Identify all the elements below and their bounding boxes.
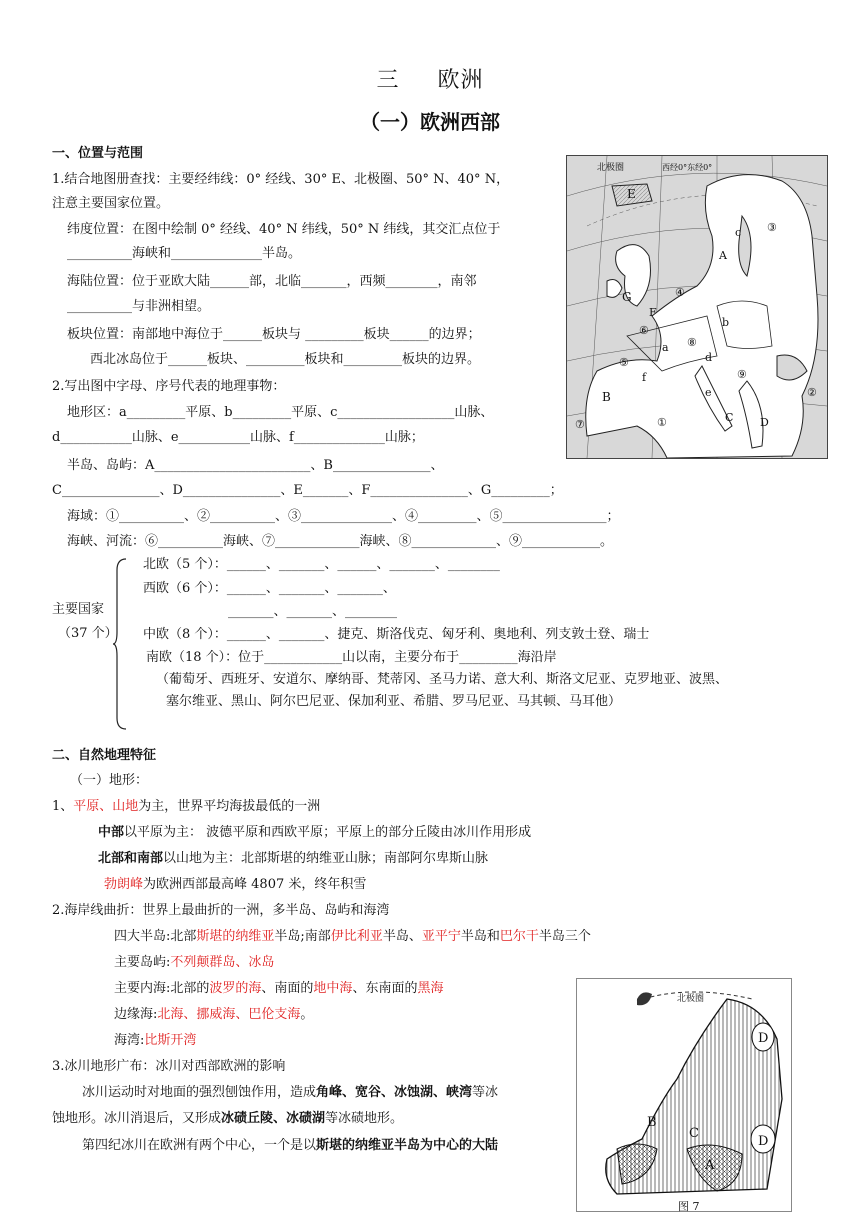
countries-label: 主要国家	[52, 602, 105, 617]
chapter-name: 欧洲	[437, 68, 484, 93]
glacier-point: 3.冰川地形广布：冰川对西部欧洲的影响	[52, 1059, 286, 1074]
svg-text:E: E	[627, 187, 636, 201]
south-europe-list2: 塞尔维亚、黑山、阿尔巴尼亚、保加利亚、希腊、罗马尼亚、马其顿、马耳他）	[166, 694, 622, 709]
latitude-line1: 纬度位置：在图中绘制 0° 经线、40° N 纬线，50° N 纬线，其交汇点位于	[67, 222, 501, 237]
svg-text:c: c	[735, 226, 742, 239]
plate-line2: 西北冰岛位于______板块、_________板块和_________板块的边界。	[90, 352, 481, 367]
svg-text:f: f	[642, 371, 647, 384]
peninsulas-line: 四大半岛:北部斯堪的纳维亚半岛;南部伊比利亚半岛、亚平宁半岛和巴尔干半岛三个	[114, 929, 591, 944]
west-europe-line1: 西欧（6 个）：______、_______、_______、	[143, 581, 396, 596]
svg-text:⑧: ⑧	[687, 336, 697, 349]
svg-text:D: D	[758, 1031, 769, 1046]
south-europe-line: 南欧（18 个）：位于____________山以南，主要分布于_________海沿岸	[146, 650, 557, 665]
svg-text:A: A	[719, 249, 727, 262]
svg-text:⑤: ⑤	[619, 356, 629, 369]
terrain-line2: d___________山脉、e___________山脉、f______________山脉；	[52, 430, 424, 445]
figure-caption: 图 7	[678, 1200, 700, 1213]
peninsula-line2: C_______________、D_______________、E_______、F_______________、G_________；	[52, 483, 563, 498]
svg-text:a: a	[662, 341, 669, 354]
chapter-title	[0, 63, 860, 94]
section1-heading: 一、位置与范围	[52, 146, 144, 161]
sea-land-line1: 海陆位置：位于亚欧大陆______部，北临_______，西频________，南邻	[67, 274, 477, 289]
glacier-para1: 冰川运动时对地面的强烈刨蚀作用，造成角峰、宽谷、冰蚀湖、峡湾等冰	[82, 1085, 499, 1100]
svg-text:⑥: ⑥	[639, 324, 649, 337]
inland-seas-line: 主要内海:北部的波罗的海、南面的地中海、东南面的黑海	[114, 981, 444, 996]
para-1a: 1.结合地图册查找：主要经纬线：0° 经线、30° E、北极圈、50° N、40° N，	[52, 172, 510, 187]
mont-blanc-line: 勃朗峰为欧洲西部最高峰 4807 米，终年积雪	[104, 877, 367, 892]
landform-point1: 1、平原、山地为主，世界平均海拔最低的一洲	[52, 799, 321, 814]
svg-text:C: C	[689, 1126, 699, 1141]
svg-text:A: A	[705, 1158, 715, 1173]
bay-line: 海湾:比斯开湾	[114, 1033, 197, 1048]
svg-text:B: B	[602, 390, 611, 404]
para-1b: 注意主要国家位置。	[52, 196, 170, 211]
svg-text:⑦: ⑦	[575, 418, 585, 431]
chapter-number: 三	[376, 68, 400, 93]
svg-text:G: G	[622, 290, 632, 304]
terrain-line1: 地形区：a_________平原、b_________平原、c__________________山脉、	[67, 405, 494, 420]
marginal-seas-line: 边缘海:北海、挪威海、巴伦支海。	[114, 1007, 314, 1022]
landform-subheading: （一）地形：	[70, 773, 149, 788]
north-south-mountain-line: 北部和南部以山地为主：北部斯堪的纳维亚山脉；南部阿尔卑斯山脉	[98, 851, 489, 866]
section2-heading: 二、自然地理特征	[52, 748, 157, 763]
svg-text:B: B	[647, 1115, 657, 1130]
svg-text:D: D	[758, 1134, 769, 1149]
svg-text:d: d	[705, 351, 713, 364]
svg-text:④: ④	[675, 286, 685, 299]
svg-text:F: F	[649, 306, 657, 319]
glacier-para3: 第四纪冰川在欧洲有两个中心，一个是以斯堪的纳维亚半岛为中心的大陆	[82, 1138, 499, 1153]
sea-land-line2: __________与非洲相望。	[67, 299, 211, 314]
svg-text:北极圈: 北极圈	[677, 994, 705, 1004]
peninsula-line1: 半岛、岛屿：A________________________、B_______________、	[67, 458, 444, 473]
seas-line: 海域：①__________、②__________、③______________、④_________、⑤________________；	[67, 509, 620, 524]
svg-text:⑨: ⑨	[737, 368, 747, 381]
para-2: 2.写出图中字母、序号代表的地理事物：	[52, 379, 286, 394]
south-europe-list1: （葡萄牙、西班牙、安道尔、摩纳哥、梵蒂冈、圣马力诺、意大利、斯洛文尼亚、克罗地亚、波黑、	[156, 672, 729, 687]
svg-text:C: C	[725, 411, 734, 424]
coastline-point: 2.海岸线曲折：世界上最曲折的一洲，多半岛、岛屿和海湾	[52, 903, 390, 918]
svg-text:b: b	[722, 316, 730, 329]
glacier-para2: 蚀地形。冰川消退后，又形成冰碛丘陵、冰碛湖等冰碛地形。	[52, 1111, 404, 1126]
west-europe-line2: _______、_______、________	[228, 604, 398, 619]
svg-text:③: ③	[767, 221, 777, 234]
svg-text:北极圈: 北极圈	[597, 163, 625, 173]
svg-text:e: e	[705, 386, 712, 399]
central-europe-line: 中欧（8 个）：______、_______、捷克、斯洛伐克、匈牙利、奥地利、列支敦士登、瑞士	[143, 627, 650, 642]
svg-text:②: ②	[807, 386, 817, 399]
svg-text:①: ①	[657, 416, 667, 429]
latitude-line2: __________海峡和______________半岛。	[67, 246, 302, 261]
north-europe-line: 北欧（5 个）：______、_______、______、_______、________	[143, 557, 500, 572]
islands-line: 主要岛屿:不列颠群岛、冰岛	[114, 955, 275, 970]
central-plain-line: 中部以平原为主： 波德平原和西欧平原；平原上的部分丘陵由冰川作用形成	[98, 825, 532, 840]
western-europe-map	[566, 155, 828, 459]
svg-text:D: D	[760, 416, 769, 429]
plate-line1: 板块位置：南部地中海位于______板块与 _________板块______的边界；	[67, 327, 481, 342]
straits-line: 海峡、河流：⑥__________海峡、⑦_____________海峡、⑧_____________、⑨____________。	[67, 534, 614, 549]
svg-text:西经0°东经0°: 西经0°东经0°	[662, 163, 713, 172]
brace-icon	[113, 558, 127, 730]
glaciation-map	[576, 978, 792, 1212]
countries-count: （37 个）	[58, 626, 118, 641]
section-title: （一）欧洲西部	[360, 110, 500, 134]
